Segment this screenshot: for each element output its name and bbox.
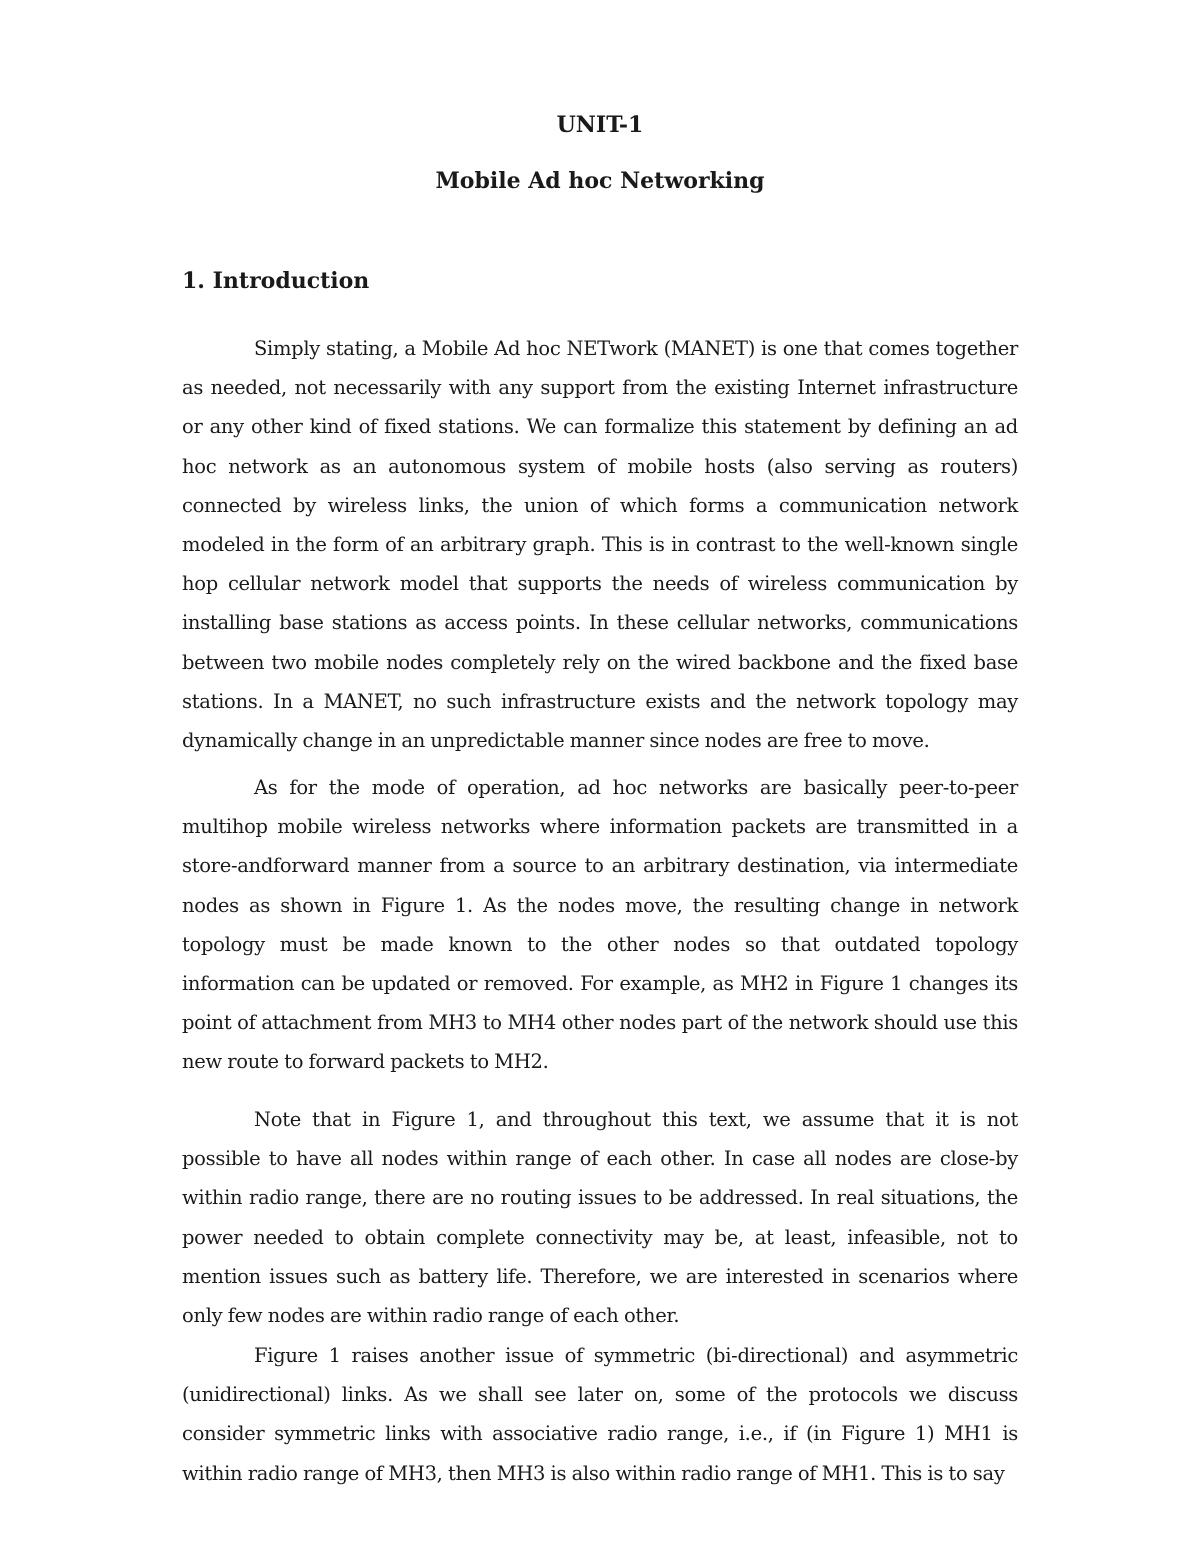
paragraph-4: Figure 1 raises another issue of symmetric (bi-directional) and asymmetric (unidirectional) links. As we shall see later on, some of the protocols we discuss consider symmetric links with associative radio range, i.e., if (in Figure 1) MH1 is within radio range of MH3, then MH3 is also within radio range of MH1. This is to say — [182, 1344, 1018, 1485]
section-heading-introduction: 1. Introduction — [182, 268, 370, 294]
paragraph-3: Note that in Figure 1, and throughout this text, we assume that it is not possible to have all nodes within range of each other. In case all nodes are close-by within radio range, there are no routing issues to be addressed. In real situations, the power needed to obtain complete connectivity may be, at least, infeasible, not to mention issues such as battery life. Therefore, we are interested in scenarios where only few nodes are within radio range of each other. — [182, 1108, 1018, 1328]
paragraph-2: As for the mode of operation, ad hoc networks are basically peer-to-peer multihop mobile wireless networks where information packets are transmitted in a store-andforward manner from a source to an arbitrary destination, via intermediate nodes as shown in Figure 1. As the nodes move, the resulting change in network topology must be made known to the other nodes so that outdated topology information can be updated or removed. For example, as MH2 in Figure 1 changes its point of attachment from MH3 to MH4 other nodes part of the network should use this new route to forward packets to MH2. — [182, 776, 1018, 1074]
page-title: Mobile Ad hoc Networking — [435, 168, 765, 194]
unit-title: UNIT-1 — [556, 112, 644, 138]
paragraph-1: Simply stating, a Mobile Ad hoc NETwork (MANET) is one that comes together as needed, not necessarily with any support from the existing Internet infrastructure or any other kind of fixed stations. We can formalize this statement by defining an ad hoc network as an autonomous system of mobile hosts (also serving as routers) connected by wireless links, the union of which forms a communication network modeled in the form of an arbitrary graph. This is in contrast to the well-known single hop cellular network model that supports the needs of wireless communication by installing base stations as access points. In these cellular networks, communications between two mobile nodes completely rely on the wired backbone and the fixed base stations. In a MANET, no such infrastructure exists and the network topology may dynamically change in an unpredictable manner since nodes are free to move. — [182, 337, 1018, 753]
